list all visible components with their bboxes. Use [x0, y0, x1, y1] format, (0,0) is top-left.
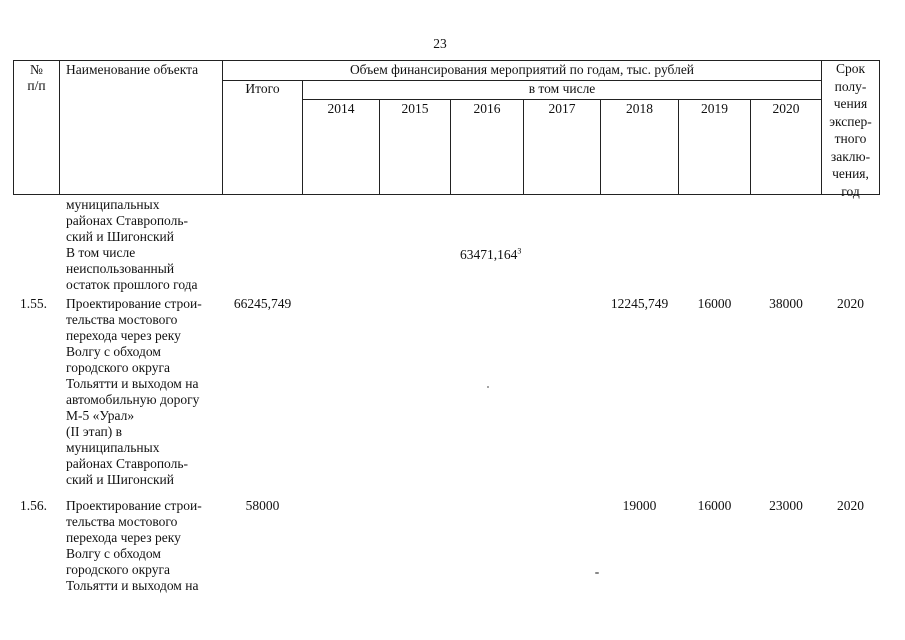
row-total: 58000 [245, 498, 280, 513]
continuation-2016-value [460, 247, 521, 263]
header-deadline-line: тного [834, 131, 867, 146]
scan-speck [595, 572, 599, 574]
header-deadline-line: Срок [835, 61, 866, 76]
header-year-2020: 2020 [772, 101, 800, 116]
name-line: Проектирование строи- [66, 498, 202, 513]
header-col-total: Итого [245, 81, 280, 96]
header-col-name: Наименование объекта [66, 62, 199, 77]
name-line: Тольятти и выходом на [66, 578, 199, 593]
header-year-2019: 2019 [701, 101, 728, 116]
continuation-2016-amount: 63471,164 [460, 247, 518, 262]
name-line: остаток прошлого года [66, 277, 198, 292]
header-year-2018: 2018 [626, 101, 653, 116]
header-col-deadline [822, 60, 879, 200]
header-deadline-line: заклю- [830, 148, 871, 164]
name-line: перехода через реку [66, 530, 181, 545]
row-deadline: 2020 [837, 296, 864, 311]
header-deadline-line: год [841, 183, 860, 199]
header-year-2016: 2016 [473, 101, 501, 116]
header-deadline-line: чения, [832, 166, 869, 181]
row-2019: 16000 [697, 498, 732, 513]
header-year-2015: 2015 [401, 101, 429, 116]
continuation-name [66, 197, 198, 293]
footnote-marker: 3 [517, 246, 522, 256]
row-2018: 12245,749 [610, 296, 669, 311]
row-2020: 23000 [769, 498, 803, 513]
header-deadline-line: чения [833, 96, 868, 111]
header-col-including: в том числе [528, 81, 596, 96]
name-line: муниципальных [66, 440, 160, 455]
name-line: Волгу с обходом [66, 344, 161, 359]
header-year-2014: 2014 [327, 101, 355, 116]
row-deadline: 2020 [837, 498, 864, 513]
row-2019: 16000 [697, 296, 732, 311]
name-line: муниципальных [66, 197, 160, 212]
row-name [66, 498, 202, 594]
name-line: Тольятти и выходом на [66, 376, 199, 391]
row-total: 66245,749 [233, 296, 292, 311]
name-line: перехода через реку [66, 328, 181, 343]
header-col-number [14, 62, 59, 94]
name-line: районах Ставрополь- [66, 213, 189, 228]
name-line: Проектирование строи- [66, 296, 202, 311]
header-col-number-line2: п/п [27, 78, 46, 93]
row-name [66, 296, 202, 488]
header-deadline-line: экспер- [829, 113, 872, 129]
name-line: тельства мостового [66, 312, 178, 327]
name-line: ский и Шигонский [66, 472, 174, 487]
header-col-number-line1: № [30, 62, 43, 77]
name-line: районах Ставрополь- [66, 456, 189, 471]
name-line: автомобильную дорогу [66, 392, 200, 407]
name-line: В том числе [66, 245, 136, 260]
name-line: городского округа [66, 562, 171, 577]
name-line: М-5 «Урал» [66, 408, 135, 423]
name-line: Волгу с обходом [66, 546, 161, 561]
scan-speck [487, 386, 489, 388]
header-col-volume: Объем финансирования мероприятий по годам, тыс. рублей [349, 62, 695, 77]
row-2020: 38000 [769, 296, 803, 311]
row-number: 1.56. [20, 498, 47, 513]
header-year-2017: 2017 [548, 101, 576, 116]
name-line: городского округа [66, 360, 171, 375]
name-line: тельства мостового [66, 514, 178, 529]
name-line: ский и Шигонский [66, 229, 174, 244]
row-2018: 19000 [622, 498, 657, 513]
header-deadline-line: полу- [834, 78, 867, 94]
page-number: 23 [433, 36, 447, 51]
name-line: (II этап) в [66, 424, 123, 439]
name-line: неиспользованный [66, 261, 175, 276]
row-number: 1.55. [20, 296, 47, 311]
